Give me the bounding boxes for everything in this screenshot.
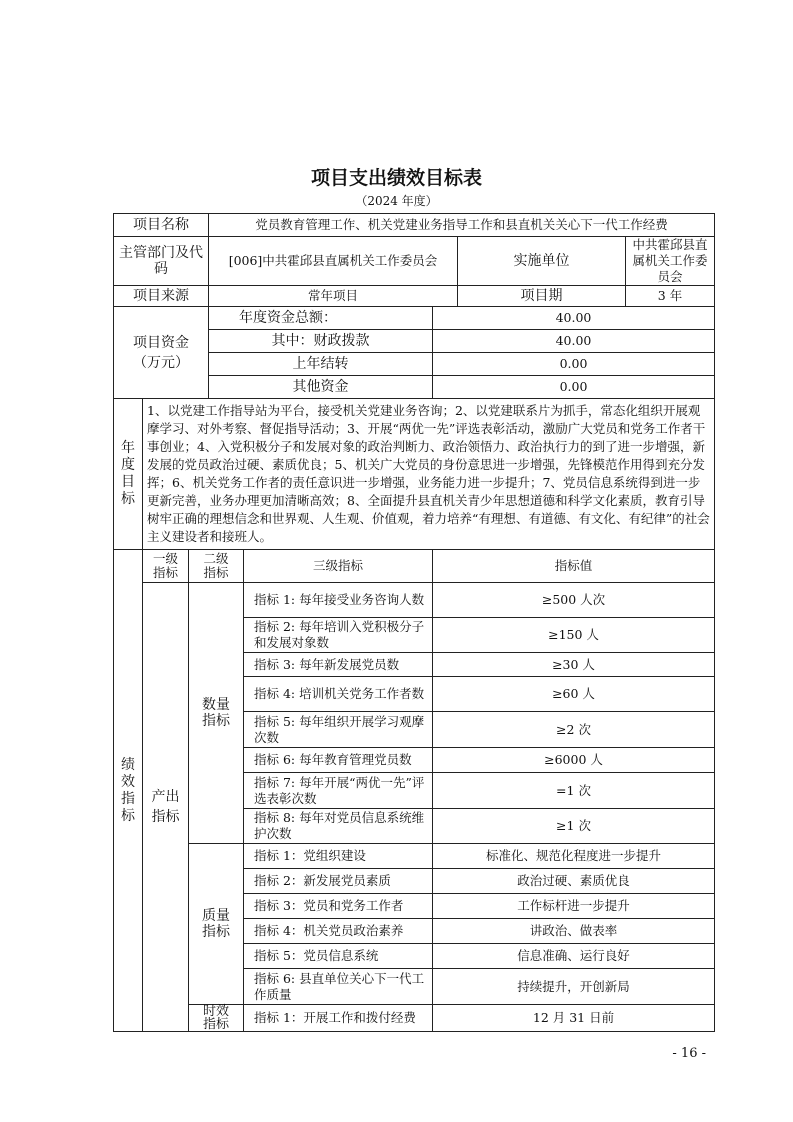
indicator-value: =1 次 bbox=[433, 773, 715, 809]
indicator-value: 持续提升，开创新局 bbox=[433, 969, 715, 1005]
indicator-value: ≥2 次 bbox=[433, 712, 715, 748]
indicator-value: 工作标杆进一步提升 bbox=[433, 894, 715, 919]
goal-text: 1、以党建工作指导站为平台，接受机关党建业务咨询；2、以党建联系片为抓手，常态化组织开展观摩学习、对外考察、督促指导活动；3、开展“两优一先”评选表彰活动，激励广大党员和党务工作者干事创业；4、入党积极分子和发展对象的政治判断力、政治领悟力、政治执行力的到了进一步增强，新发展的党员政治过硬、素质优良；5、机关广大党员的身份意思进一步增强，先锋模范作用得到充分发挥；6、机关党务工作者的责任意识进一步增强，业务能力进一步提升；7、党员信息系统得到进一步更新完善，业务办理更加清晰高效；8、全面提升县直机关青少年思想道德和科学文化素质，教育引导树牢正确的理想信念和世界观、人生观、价值观，着力培养“有理想、有道德、有文化、有纪律”的社会主义建设者和接班人。 bbox=[143, 399, 715, 550]
indicator-name: 指标 1: 每年接受业务咨询人数 bbox=[244, 583, 433, 618]
fund-label: 上年结转 bbox=[209, 353, 433, 376]
indicator-value: ≥30 人 bbox=[433, 653, 715, 677]
timeliness-label: 时效指标 bbox=[189, 1005, 244, 1032]
impl-value: 中共霍邱县直属机关工作委员会 bbox=[626, 237, 715, 286]
indicator-name: 指标 5: 每年组织开展学习观摩次数 bbox=[244, 712, 433, 748]
indicators-table bbox=[113, 549, 715, 1032]
dept-value: [006]中共霍邱县直属机关工作委员会 bbox=[209, 237, 458, 286]
indicator-value: 政治过硬、素质优良 bbox=[433, 869, 715, 894]
fund-label: 其他资金 bbox=[209, 376, 433, 399]
funds-table bbox=[113, 306, 715, 399]
indicator-name: 指标 7: 每年开展“两优一先”评选表彰次数 bbox=[244, 773, 433, 809]
source-label: 项目来源 bbox=[114, 286, 209, 307]
indicator-name: 指标 3: 每年新发展党员数 bbox=[244, 653, 433, 677]
fund-value: 40.00 bbox=[433, 330, 715, 353]
impl-label: 实施单位 bbox=[458, 237, 626, 286]
dept-label: 主管部门及代码 bbox=[114, 237, 209, 286]
indicator-name: 指标 6: 每年教育管理党员数 bbox=[244, 748, 433, 773]
level1-output-label: 产出指标 bbox=[143, 583, 189, 1032]
quantity-label: 数量指标 bbox=[189, 583, 244, 844]
indicator-name: 指标 8: 每年对党员信息系统维护次数 bbox=[244, 809, 433, 844]
indicator-value: ≥6000 人 bbox=[433, 748, 715, 773]
indicator-name: 指标 1：开展工作和拨付经费 bbox=[244, 1005, 433, 1032]
indicator-value: 12 月 31 日前 bbox=[433, 1005, 715, 1032]
performance-label: 绩效指标 bbox=[114, 550, 143, 1032]
fund-label: 年度资金总额： bbox=[209, 307, 433, 330]
quality-label: 质量指标 bbox=[189, 844, 244, 1005]
source-value: 常年项目 bbox=[209, 286, 458, 307]
goal-table bbox=[113, 398, 715, 550]
fund-value: 40.00 bbox=[433, 307, 715, 330]
header-level3: 三级指标 bbox=[244, 550, 433, 583]
period-label: 项目期 bbox=[458, 286, 626, 307]
period-value: 3 年 bbox=[626, 286, 715, 307]
header-value: 指标值 bbox=[433, 550, 715, 583]
indicator-name: 指标 2：新发展党员素质 bbox=[244, 869, 433, 894]
indicator-value: ≥60 人 bbox=[433, 677, 715, 712]
indicator-name: 指标 1：党组织建设 bbox=[244, 844, 433, 869]
indicator-name: 指标 6: 县直单位关心下一代工作质量 bbox=[244, 969, 433, 1005]
performance-sheet bbox=[113, 213, 714, 1062]
indicator-value: 标准化、规范化程度进一步提升 bbox=[433, 844, 715, 869]
indicator-name: 指标 5：党员信息系统 bbox=[244, 944, 433, 969]
indicator-value: ≥150 人 bbox=[433, 618, 715, 653]
indicator-name: 指标 3：党员和党务工作者 bbox=[244, 894, 433, 919]
fund-value: 0.00 bbox=[433, 353, 715, 376]
header-level1: 一级指标 bbox=[143, 550, 189, 583]
project-name: 党员教育管理工作、机关党建业务指导工作和县直机关关心下一代工作经费 bbox=[209, 214, 715, 237]
indicator-value: 信息准确、运行良好 bbox=[433, 944, 715, 969]
indicator-name: 指标 2: 每年培训入党积极分子和发展对象数 bbox=[244, 618, 433, 653]
page-subtitle: （2024 年度） bbox=[355, 194, 438, 208]
goal-label: 年度目标 bbox=[114, 399, 143, 550]
indicator-value: 讲政治、做表率 bbox=[433, 919, 715, 944]
project-info-table bbox=[113, 213, 715, 307]
header-level2: 二级指标 bbox=[189, 550, 244, 583]
indicator-value: ≥500 人次 bbox=[433, 583, 715, 618]
funds-label: 项目资金（万元） bbox=[114, 307, 209, 399]
indicator-name: 指标 4: 培训机关党务工作者数 bbox=[244, 677, 433, 712]
indicator-value: ≥1 次 bbox=[433, 809, 715, 844]
fund-label: 其中：财政拨款 bbox=[209, 330, 433, 353]
page-number: - 16 - bbox=[672, 1046, 706, 1061]
fund-value: 0.00 bbox=[433, 376, 715, 399]
project-name-label: 项目名称 bbox=[114, 214, 209, 237]
indicator-name: 指标 4：机关党员政治素养 bbox=[244, 919, 433, 944]
page-title: 项目支出绩效目标表 bbox=[310, 167, 482, 189]
